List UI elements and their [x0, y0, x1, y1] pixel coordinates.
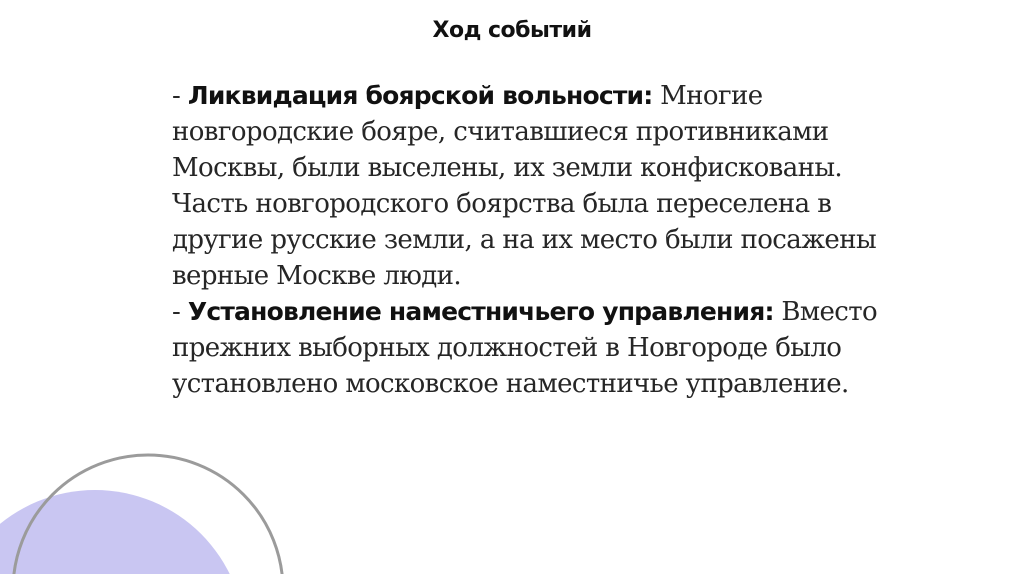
term-boyar-liquidation: Ликвидация боярской вольности:: [187, 81, 653, 110]
paragraph-boyar-liquidation: [172, 78, 902, 294]
filled-circle-decoration: [0, 490, 245, 574]
term-governor-rule: Установление наместничьего управления:: [187, 297, 774, 326]
paragraph-text: Многие новгородские бояре, считавшиеся противниками Москвы, были выселены, их земли конфискованы. Часть новгородского боярства была переселена в другие русские земли, а на их место были посажены верные Москве люди.: [172, 81, 877, 291]
outline-circle-decoration: [13, 455, 283, 574]
bullet-dash: -: [172, 81, 188, 111]
slide-title: Ход событий: [432, 18, 592, 43]
bullet-dash: -: [172, 297, 188, 327]
paragraph-text: Вместо прежних выборных должностей в Новгороде было установлено московское наместничье управление.: [172, 297, 878, 399]
paragraph-governor-rule: [172, 294, 902, 402]
slide-body: [172, 78, 902, 402]
